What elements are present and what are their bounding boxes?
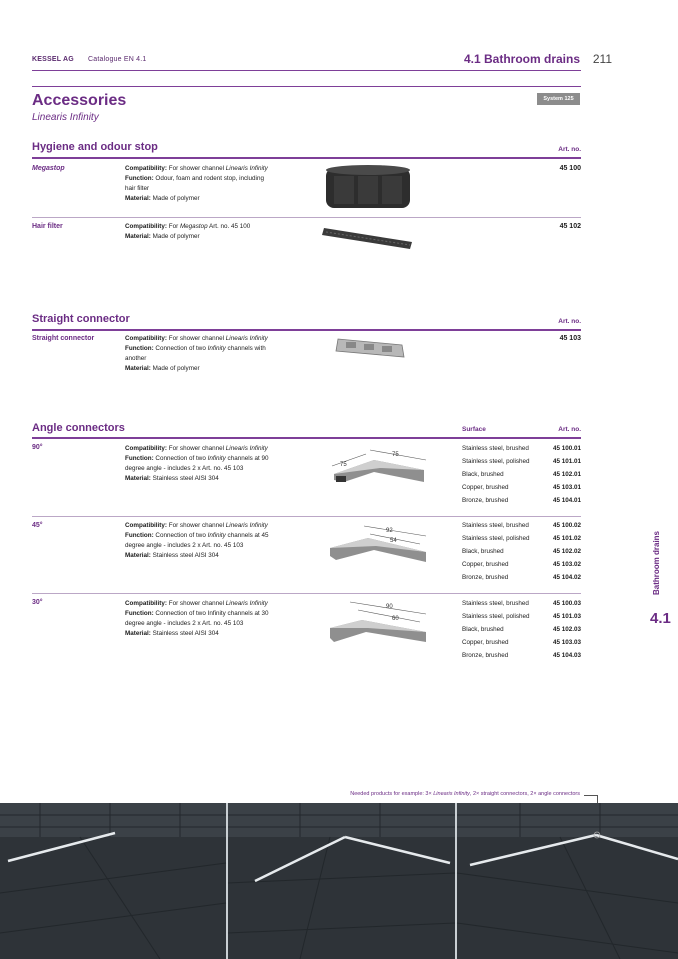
function-label: Function:	[125, 345, 154, 352]
compat-product: Linearis Infinity	[225, 335, 268, 342]
function-label: Function:	[125, 175, 154, 182]
variant-surface: Stainless steel, brushed	[462, 445, 529, 452]
note-prefix: Needed products for example: 3×	[350, 791, 434, 797]
variant-surface: Stainless steel, polished	[462, 457, 530, 465]
item-name-30: 30°	[32, 599, 43, 606]
note-product: Linearis Infinity	[433, 791, 470, 797]
row-divider	[32, 217, 581, 218]
function-label: Function:	[125, 610, 154, 617]
variant-surface: Black, brushed	[462, 625, 504, 633]
row-divider	[32, 593, 581, 594]
variant-row	[462, 598, 581, 611]
variant-art: 45 101.02	[552, 534, 581, 542]
function-text: Connection of two Infinity channels	[153, 610, 253, 617]
art-no-header: Art. no.	[558, 146, 581, 153]
variant-art: 45 104.03	[552, 651, 581, 659]
section-title-angle: Angle connectors	[32, 422, 125, 434]
catalogue-label: Catalogue EN 4.1	[88, 56, 147, 63]
function-text: Connection of two	[153, 345, 208, 352]
compat-product: Linearis Infinity	[225, 165, 268, 172]
compat-product: Linearis Infinity	[225, 600, 268, 607]
title-rule	[32, 86, 581, 87]
variant-surface: Bronze, brushed	[462, 573, 509, 581]
variant-surface: Bronze, brushed	[462, 496, 509, 504]
brand-name: KESSEL AG	[32, 56, 74, 63]
section-title-straight: Straight connector	[32, 313, 130, 325]
dim-label-b: 60	[392, 616, 399, 622]
compat-art: Art. no. 45 100	[207, 223, 251, 230]
variant-art: 45 100.03	[552, 600, 581, 607]
page-number: 211	[592, 52, 612, 66]
material-text: Stainless steel AISI 304	[150, 475, 219, 482]
variant-art: 45 104.01	[552, 496, 581, 504]
item-desc-megastop	[125, 164, 295, 204]
material-label: Material:	[125, 195, 151, 202]
art-no-header: Art. no.	[558, 426, 581, 433]
item-desc-90	[125, 444, 295, 484]
section-heading-text: 4.1 Bathroom drains	[463, 52, 580, 66]
variant-row	[462, 482, 581, 495]
function-text: Odour, foam and rodent stop, including hair filter	[125, 175, 264, 192]
bathroom-photo	[0, 803, 678, 959]
item-art-hair-filter: 45 102	[559, 223, 581, 230]
variant-surface: Black, brushed	[462, 470, 504, 478]
page-title: Accessories	[32, 92, 127, 109]
variant-surface: Copper, brushed	[462, 483, 509, 491]
section-heading	[464, 52, 580, 66]
function-product: Infinity	[207, 345, 226, 352]
function-text-cont: at 30 degree angle - includes 2 x Art. no. 45 103	[125, 610, 269, 627]
variant-list-45	[462, 520, 581, 584]
example-note	[350, 791, 580, 797]
dim-label-a: 92	[386, 528, 393, 534]
variant-list-30	[462, 598, 581, 662]
item-desc-45	[125, 521, 295, 561]
variant-surface: Bronze, brushed	[462, 651, 509, 659]
material-label: Material:	[125, 552, 151, 559]
material-label: Material:	[125, 475, 151, 482]
item-name-hair-filter: Hair filter	[32, 223, 63, 230]
variant-row	[462, 456, 581, 469]
material-label: Material:	[125, 233, 151, 240]
item-name-90: 90°	[32, 444, 43, 451]
item-art-megastop: 45 100	[559, 165, 581, 172]
variant-surface: Stainless steel, polished	[462, 612, 530, 620]
variant-art: 45 104.02	[552, 573, 581, 581]
variant-row	[462, 637, 581, 650]
variant-row	[462, 546, 581, 559]
material-text: Stainless steel AISI 304	[150, 630, 219, 637]
item-name-megastop: Megastop	[32, 165, 65, 172]
function-label: Function:	[125, 455, 154, 462]
section-rule	[32, 329, 581, 331]
system-badge: System 125	[537, 93, 580, 105]
variant-row	[462, 611, 581, 624]
material-text: Made of polymer	[150, 195, 200, 202]
surface-header: Surface	[462, 426, 486, 433]
variant-surface: Copper, brushed	[462, 560, 509, 568]
function-text: Connection of two	[153, 455, 208, 462]
function-product: Infinity	[207, 532, 226, 539]
section-title-hygiene: Hygiene and odour stop	[32, 141, 158, 153]
compat-label: Compatibility:	[125, 600, 167, 607]
compat-text: For shower channel	[166, 600, 226, 607]
dim-label-a: 75	[392, 452, 399, 458]
dim-label-b: 54	[390, 538, 397, 544]
compat-text: For shower channel	[166, 335, 226, 342]
side-tab-label: Bathroom drains	[652, 530, 661, 595]
section-rule	[32, 437, 581, 439]
variant-surface: Stainless steel, polished	[462, 534, 530, 542]
hair-filter-image	[322, 222, 414, 252]
compat-product: Linearis Infinity	[225, 522, 268, 529]
angle-90-image	[330, 448, 430, 494]
compat-product: Linearis Infinity	[225, 445, 268, 452]
variant-art: 45 101.03	[552, 612, 581, 620]
compat-product: Megastop	[179, 223, 208, 230]
note-suffix: , 2× straight connectors, 2× angle connectors	[469, 791, 580, 797]
angle-30-image	[326, 598, 432, 648]
row-divider	[32, 516, 581, 517]
compat-text: For shower channel	[166, 165, 226, 172]
function-text-cont: channels with another	[125, 345, 266, 362]
angle-45-image	[328, 522, 432, 570]
material-label: Material:	[125, 365, 151, 372]
compat-text: For shower channel	[166, 522, 226, 529]
variant-art: 45 103.01	[552, 483, 581, 491]
straight-connector-image	[332, 333, 410, 363]
running-header	[32, 56, 147, 63]
item-desc-straight-connector	[125, 334, 295, 374]
variant-surface: Black, brushed	[462, 547, 504, 555]
page-subtitle: Linearis Infinity	[32, 112, 99, 123]
variant-art: 45 100.01	[552, 445, 581, 452]
variant-surface: Stainless steel, brushed	[462, 522, 529, 529]
function-product: Infinity	[207, 455, 226, 462]
function-text-cont: channels at 45 degree angle - includes 2 x Art. no. 45 103	[125, 532, 269, 549]
compat-label: Compatibility:	[125, 335, 167, 342]
variant-surface: Stainless steel, brushed	[462, 600, 529, 607]
variant-row	[462, 443, 581, 456]
variant-art: 45 100.02	[552, 522, 581, 529]
note-leader-line	[584, 795, 598, 796]
dim-label-a: 90	[386, 604, 393, 610]
variant-row	[462, 624, 581, 637]
variant-row	[462, 533, 581, 546]
material-label: Material:	[125, 630, 151, 637]
megastop-image	[322, 162, 414, 214]
material-text: Made of polymer	[150, 365, 200, 372]
item-desc-30	[125, 599, 295, 639]
variant-row	[462, 572, 581, 585]
material-text: Made of polymer	[150, 233, 200, 240]
compat-label: Compatibility:	[125, 445, 167, 452]
variant-row	[462, 469, 581, 482]
variant-row	[462, 559, 581, 572]
side-tab-number: 4.1	[650, 610, 671, 627]
item-name-straight-connector: Straight connector	[32, 335, 95, 342]
function-label: Function:	[125, 532, 154, 539]
function-text: Connection of two	[153, 532, 208, 539]
item-desc-hair-filter	[125, 222, 295, 242]
compat-text: For shower channel	[166, 445, 226, 452]
variant-row	[462, 495, 581, 508]
variant-row	[462, 650, 581, 663]
item-art-straight-connector: 45 103	[559, 335, 581, 342]
variant-art: 45 102.02	[552, 547, 581, 555]
compat-label: Compatibility:	[125, 165, 167, 172]
header-rule	[32, 70, 581, 71]
compat-label: Compatibility:	[125, 522, 167, 529]
variant-art: 45 102.01	[552, 470, 581, 478]
variant-art: 45 102.03	[552, 625, 581, 633]
art-no-header: Art. no.	[558, 318, 581, 325]
item-name-45: 45°	[32, 522, 43, 529]
variant-list-90	[462, 443, 581, 507]
variant-art: 45 103.02	[552, 560, 581, 568]
compat-text: For	[166, 223, 180, 230]
variant-art: 45 103.03	[552, 638, 581, 646]
material-text: Stainless steel AISI 304	[150, 552, 219, 559]
function-text-cont: channels at 90 degree angle - includes 2 x Art. no. 45 103	[125, 455, 269, 472]
section-rule	[32, 157, 581, 159]
variant-art: 45 101.01	[552, 457, 581, 465]
dim-label-b: 75	[340, 462, 347, 468]
variant-row	[462, 520, 581, 533]
variant-surface: Copper, brushed	[462, 638, 509, 646]
compat-label: Compatibility:	[125, 223, 167, 230]
